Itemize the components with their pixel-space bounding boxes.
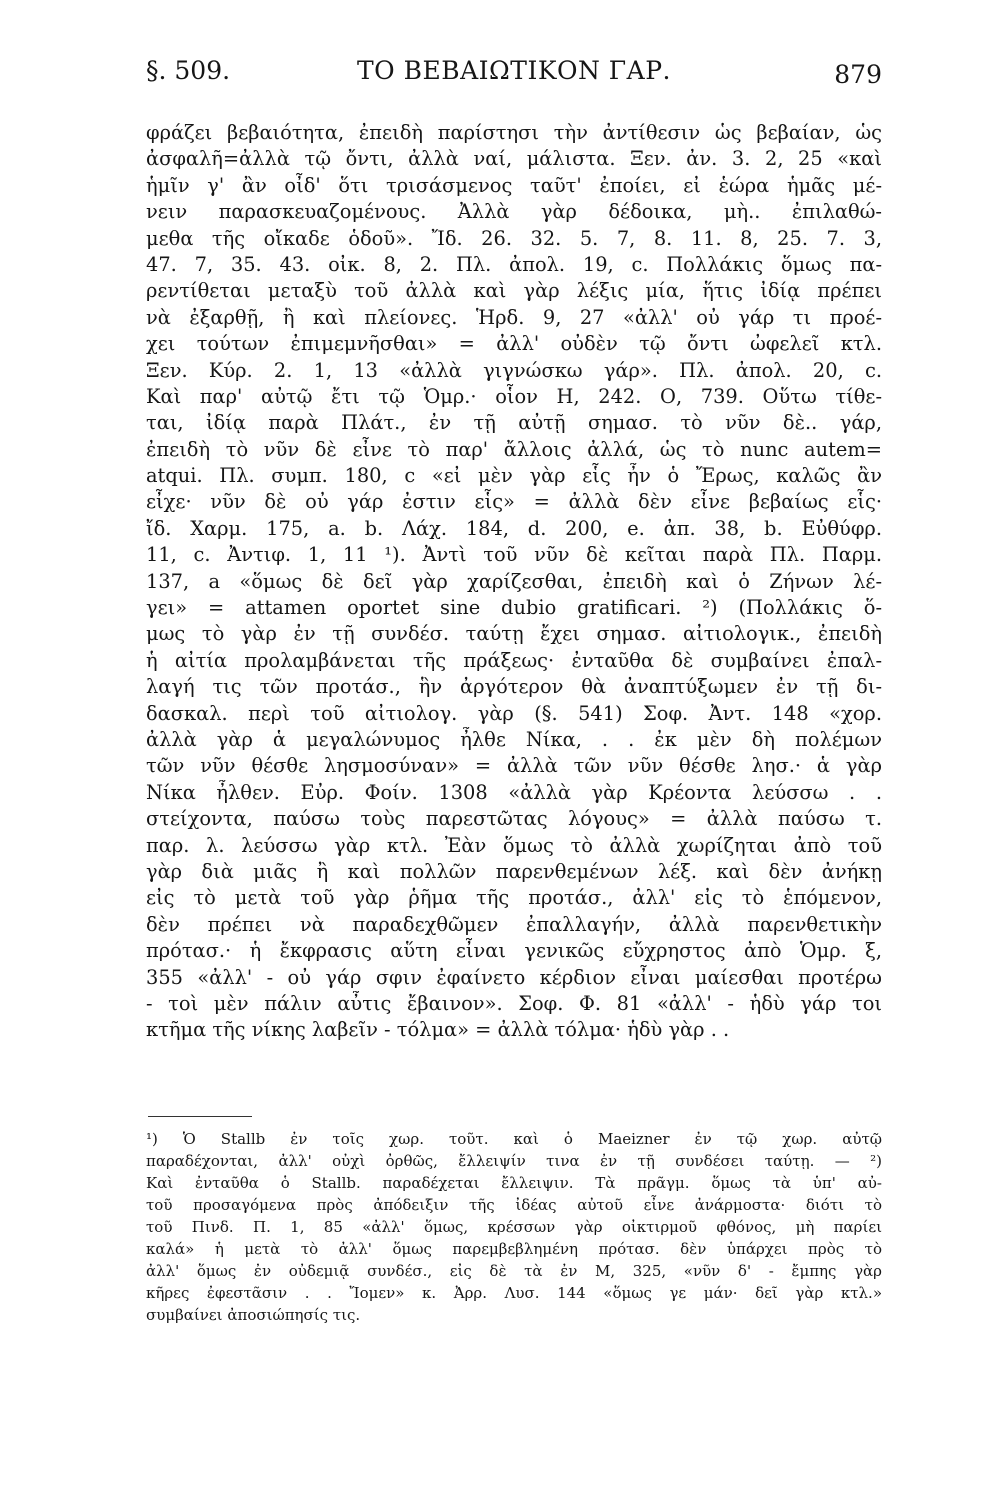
footnote-line: κῆρες ἐφεστᾶσιν . . Ἴομεν» κ. Ἀρρ. Λυσ. 144 «ὅμως γε μάν· δεῖ γὰρ κτλ.» [146, 1284, 882, 1302]
footnote-line: παραδέχονται, ἀλλ' οὐχὶ ὀρθῶς, ἔλλειψίν τινα ἐν τῇ συνδέσει ταύτῃ. — ²) [146, 1152, 882, 1170]
text-line: νὰ ἐξαρθῇ, ἢ καὶ πλείονες. Ἡρδ. 9, 27 «ἀλλ' οὐ γάρ τι προέ- [146, 305, 882, 329]
text-line: ται, ἰδίᾳ παρὰ Πλάτ., ἐν τῇ αὐτῇ σημασ. τὸ νῦν δὲ.. γάρ, [146, 411, 882, 435]
footnote-line: καλά» ἡ μετὰ τὸ ἀλλ' ὅμως παρεμβεβλημένη πρότασ. δὲν ὑπάρχει πρὸς τὸ [146, 1240, 882, 1258]
text-line: γει» = attamen oportet sine dubio gratificari. ²) (Πολλάκις ὅ- [146, 596, 882, 620]
text-line: 137, a «ὅμως δὲ δεῖ γὰρ χαρίζεσθαι, ἐπειδὴ καὶ ὁ Ζήνων λέ- [146, 569, 882, 593]
text-line: γὰρ διὰ μιᾶς ἢ καὶ πολλῶν παρενθεμένων λέξ. καὶ δὲν ἀνήκῃ [146, 859, 882, 883]
text-line: Ξεν. Κύρ. 2. 1, 13 «ἀλλὰ γιγνώσκω γάρ». Πλ. ἀπολ. 20, c. [146, 358, 882, 382]
main-text [146, 120, 882, 1044]
text-line: μως τὸ γὰρ ἐν τῇ συνδέσ. ταύτῃ ἔχει σημασ. αἰτιολογικ., ἐπειδὴ [146, 622, 882, 646]
text-line: δὲν πρέπει νὰ παραδεχθῶμεν ἐπαλλαγήν, ἀλλὰ παρενθετικὴν [146, 912, 882, 936]
text-line: ἀσφαλῆ=ἀλλὰ τῷ ὄντι, ἀλλὰ ναί, μάλιστα. Ξεν. ἀν. 3. 2, 25 «καὶ [146, 147, 882, 171]
text-line: - τοὶ μὲν πάλιν αὖτις ἔβαινον». Σοφ. Φ. 81 «ἀλλ' - ἡδὺ γάρ τοι [146, 991, 882, 1015]
running-header [146, 56, 882, 100]
text-line: ἴδ. Χαρμ. 175, a. b. Λάχ. 184, d. 200, e. ἀπ. 38, b. Εὐθύφρ. [146, 516, 882, 540]
text-line: atqui. Πλ. συμπ. 180, c «εἰ μὲν γὰρ εἷς ἦν ὁ Ἔρως, καλῶς ἂν [146, 464, 882, 488]
text-line: ἡ αἰτία προλαμβάνεται τῆς πράξεως· ἐνταῦθα δὲ συμβαίνει ἐπαλ- [146, 648, 882, 672]
text-line: ἡμῖν γ' ἂν οἶδ' ὅτι τρισάσμενος ταῦτ' ἐποίει, εἰ ἑώρα ἡμᾶς μέ- [146, 173, 882, 197]
text-line: Νίκα ἦλθεν. Εὐρ. Φοίν. 1308 «ἀλλὰ γὰρ Κρέοντα λεύσσω . . [146, 780, 882, 804]
text-line: ρεντίθεται μεταξὺ τοῦ ἀλλὰ καὶ γὰρ λέξις μία, ἥτις ἰδίᾳ πρέπει [146, 279, 882, 303]
footnote-line: ἀλλ' ὅμως ἐν οὐδεμιᾷ συνδέσ., εἰς δὲ τὰ ἐν Μ, 325, «νῦν δ' - ἔμπης γὰρ [146, 1262, 882, 1280]
text-line: φράζει βεβαιότητα, ἐπειδὴ παρίστησι τὴν ἀντίθεσιν ὡς βεβαίαν, ὡς [146, 121, 882, 144]
footnote-line: τοῦ Πινδ. Π. 1, 85 «ἀλλ' ὅμως, κρέσσων γὰρ οἰκτιρμοῦ φθόνος, μὴ παρίει [146, 1218, 882, 1236]
text-line: εἰς τὸ μετὰ τοῦ γὰρ ῥῆμα τῆς προτάσ., ἀλλ' εἰς τὸ ἑπόμενον, [146, 886, 882, 910]
text-line: 11, c. Ἀντιφ. 1, 11 ¹). Ἀντὶ τοῦ νῦν δὲ κεῖται παρὰ Πλ. Παρμ. [146, 543, 882, 567]
section-number: §. 509. [146, 56, 231, 85]
text-line: νειν παρασκευαζομένους. Ἀλλὰ γὰρ δέδοικα, μὴ.. ἐπιλαθώ- [146, 200, 882, 224]
text-line: χει τούτων ἐπιμεμνῆσθαι» = ἀλλ' οὐδὲν τῷ ὄντι ὠφελεῖ κτλ. [146, 332, 882, 356]
text-line: τῶν νῦν θέσθε λησμοσύναν» = ἀλλὰ τῶν νῦν θέσθε λησ.· ἁ γὰρ [146, 754, 882, 778]
text-line: μεθα τῆς οἴκαδε ὁδοῦ». Ἴδ. 26. 32. 5. 7, 8. 11. 8, 25. 7. 3, [146, 226, 882, 250]
text-line: πρότασ.· ἡ ἔκφρασις αὕτη εἶναι γενικῶς εὔχρηστος ἀπὸ Ὁμρ. ξ, [146, 939, 882, 963]
text-line: ἐπειδὴ τὸ νῦν δὲ εἶνε τὸ παρ' ἄλλοις ἀλλά, ὡς τὸ nunc autem= [146, 437, 882, 461]
page-number: 879 [834, 60, 882, 89]
text-line: 47. 7, 35. 43. οἰκ. 8, 2. Πλ. ἀπολ. 19, c. Πολλάκις ὅμως πα- [146, 252, 882, 276]
text-line: 355 «ἀλλ' - οὐ γάρ σφιν ἐφαίνετο κέρδιον εἶναι μαίεσθαι προτέρω [146, 965, 882, 989]
text-line: Καὶ παρ' αὐτῷ ἔτι τῷ Ὁμρ.· οἷον Η, 242. Ο, 739. Οὕτω τίθε- [146, 384, 882, 408]
text-line: παρ. λ. λεύσσω γὰρ κτλ. Ἐὰν ὅμως τὸ ἀλλὰ χωρίζηται ἀπὸ τοῦ [146, 833, 882, 857]
text-line: λαγή τις τῶν προτάσ., ἣν ἀργότερον θὰ ἀναπτύξωμεν ἐν τῇ δι- [146, 675, 882, 699]
text-line: στείχοντα, παύσω τοὺς παρεστῶτας λόγους» = ἀλλὰ παύσω τ. [146, 807, 882, 831]
text-line: ἀλλὰ γὰρ ἁ μεγαλώνυμος ἦλθε Νίκα, . . ἐκ μὲν δὴ πολέμων [146, 727, 882, 751]
text-line: δασκαλ. περὶ τοῦ αἰτιολογ. γὰρ (§. 541) Σοφ. Ἀντ. 148 «χορ. [146, 701, 882, 725]
page-title: ΤΟ ΒΕΒΑΙΩΤΙΚΟΝ ΓΑΡ. [357, 56, 671, 85]
footnote-line: ¹) Ὁ Stallb ἐν τοῖς χωρ. τοῦτ. καὶ ὁ Maeizner ἐν τῷ χωρ. αὐτῷ [146, 1130, 882, 1148]
footnote-divider [148, 1116, 252, 1117]
footnotes [146, 1128, 882, 1326]
footnote-line: Καὶ ἐνταῦθα ὁ Stallb. παραδέχεται ἔλλειψιν. Τὰ πρᾶγμ. ὅμως τὰ ὑπ' αὐ- [146, 1174, 882, 1192]
text-line: εἶχε· νῦν δὲ οὐ γάρ ἐστιν εἷς» = ἀλλὰ δὲν εἶνε βεβαίως εἷς· [146, 490, 882, 514]
footnote-line: τοῦ προσαγόμενα πρὸς ἀπόδειξιν τῆς ἰδέας αὐτοῦ εἶνε ἀνάρμοστα· διότι τὸ [146, 1196, 882, 1214]
text-line: κτῆμα τῆς νίκης λαβεῖν - τόλμα» = ἀλλὰ τόλμα· ἡδὺ γὰρ . . [146, 1018, 730, 1042]
footnote-line: συμβαίνει ἀποσιώπησίς τις. [146, 1306, 361, 1324]
